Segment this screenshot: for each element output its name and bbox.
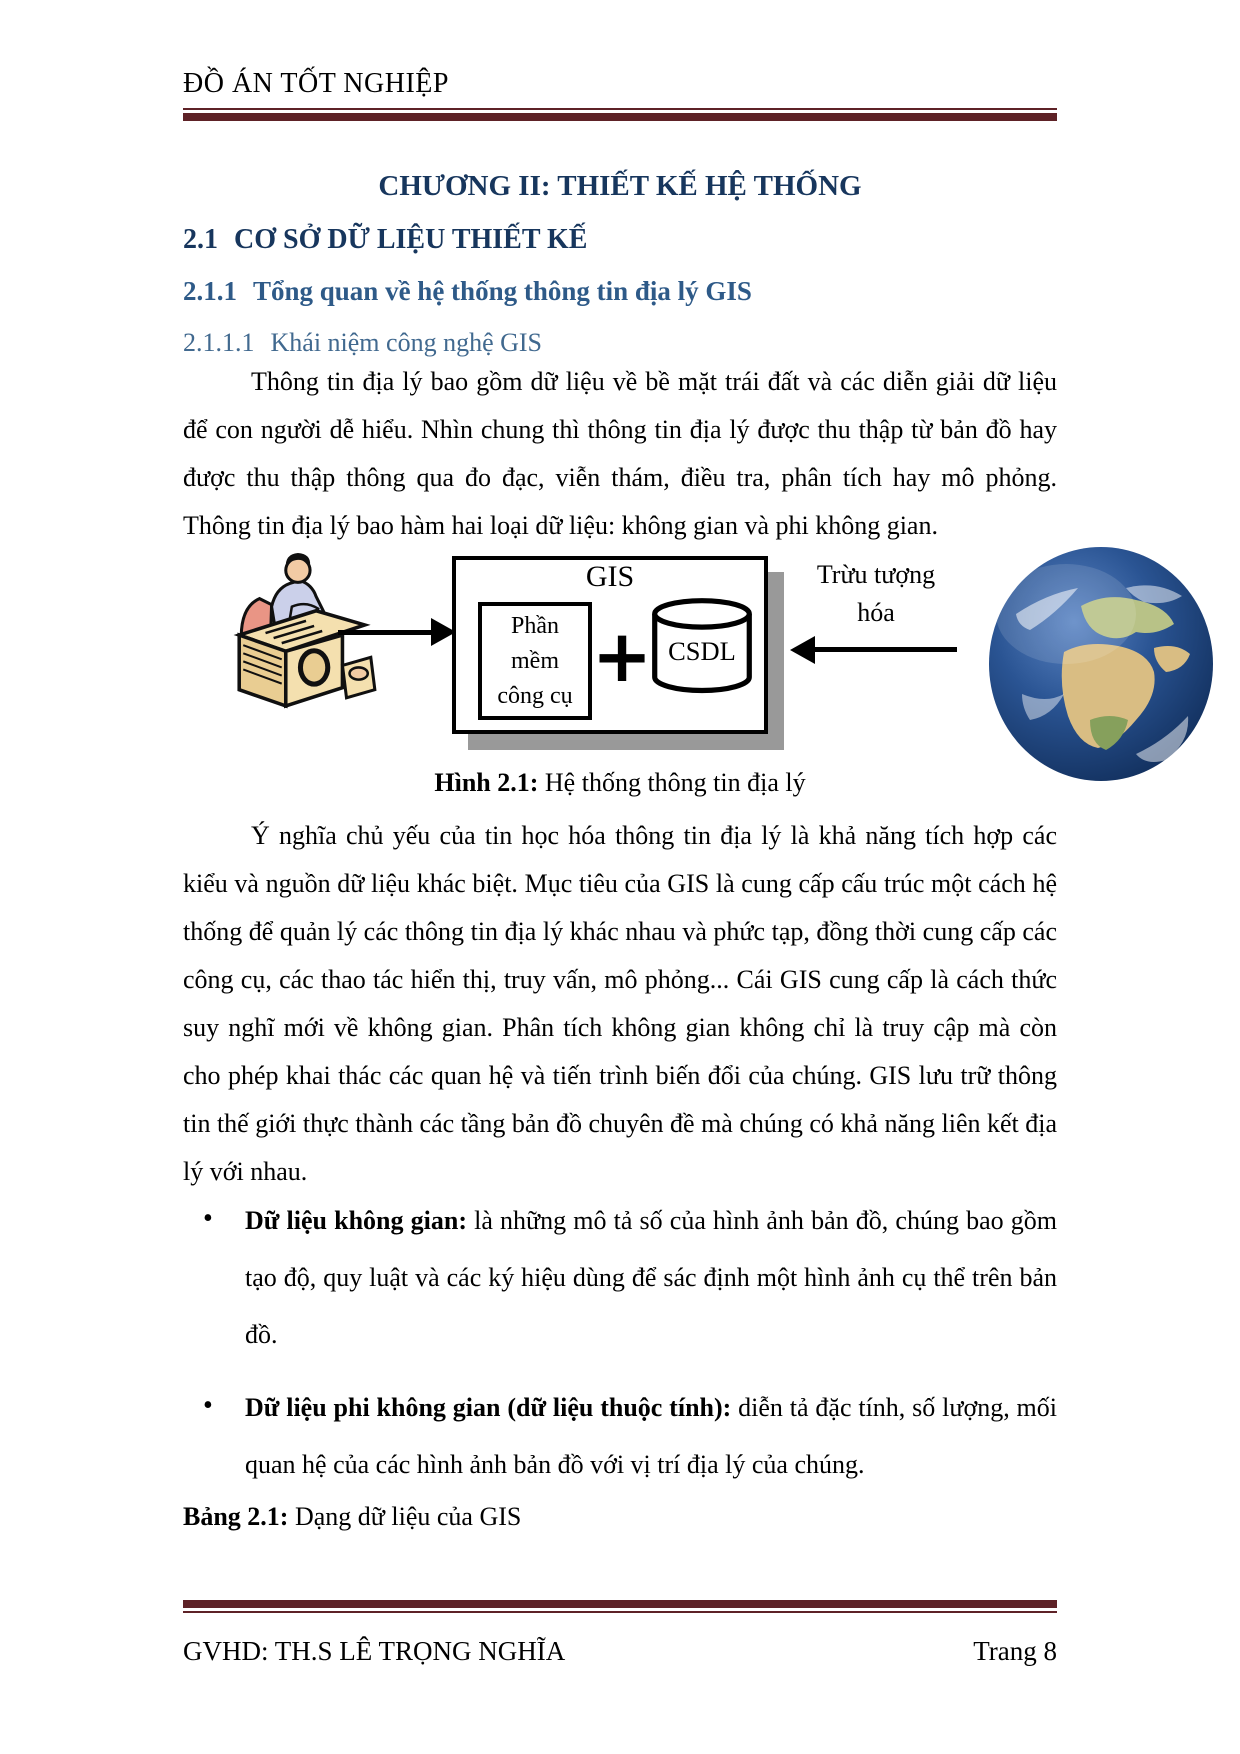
subsection-label: Tổng quan về hệ thống thông tin địa lý GIS <box>253 276 752 306</box>
paragraph-gis-intro: Thông tin địa lý bao gồm dữ liệu về bề mặt trái đất và các diễn giải dữ liệu để con người dễ hiểu. Nhìn chung thì thông tin địa lý được thu thập từ bản đồ hay được thu thập thông qua đo đạc, viễn thám, điều tra, phân tích hay mô phỏng. Thông tin địa lý bao hàm hai loại dữ liệu: không gian và phi không gian. <box>183 367 1057 540</box>
footer-rule-thick <box>183 1600 1057 1608</box>
software-line-3: công cụ <box>497 682 573 709</box>
page-footer <box>183 1636 1057 1667</box>
database-label: CSDL <box>668 636 736 667</box>
bullet-text: là những mô tả số của hình ảnh bản đồ, chúng bao gồm tạo độ, quy luật và các ký hiệu dùng để sác định một hình ảnh cụ thể trên bản đồ. <box>245 1206 1057 1349</box>
section-heading-2-1 <box>183 224 587 256</box>
abstraction-label <box>798 556 954 632</box>
footer-advisor: GVHD: TH.S LÊ TRỌNG NGHĨA <box>183 1636 566 1666</box>
subsection-heading-2-1-1 <box>183 276 752 307</box>
subsection-number: 2.1.1 <box>183 276 237 306</box>
table-caption <box>183 1502 521 1532</box>
plus-sign: + <box>591 614 653 698</box>
bullet-text: diễn tả đặc tính, số lượng, mối quan hệ của các hình ảnh bản đồ với vị trí địa lý của chúng. <box>245 1393 1058 1479</box>
arrow-earth-to-gis-line <box>815 647 957 652</box>
chapter-title: CHƯƠNG II: THIẾT KẾ HỆ THỐNG <box>378 170 862 202</box>
figure-caption-text: Hệ thống thông tin địa lý <box>538 768 806 797</box>
software-line-1: Phần <box>511 612 559 639</box>
footer-page-number: Trang 8 <box>973 1636 1057 1666</box>
subsubsection-label: Khái niệm công nghệ GIS <box>270 328 543 357</box>
bullet-bold-label: Dữ liệu phi không gian (dữ liệu thuộc tính): <box>245 1393 732 1422</box>
table-caption-number: Bảng 2.1: <box>183 1502 289 1531</box>
footer-rule-thin <box>183 1611 1057 1613</box>
header-rule-thin <box>183 108 1057 110</box>
bullet-marker: • <box>203 1390 213 1421</box>
arrow-left-icon <box>790 636 815 664</box>
software-line-2: mềm <box>511 647 559 674</box>
bullet-item-nonspatial-data <box>183 1379 1057 1493</box>
bullet-item-spatial-data <box>183 1192 1057 1363</box>
running-head: ĐỒ ÁN TỐT NGHIỆP <box>183 68 449 99</box>
paragraph-gis-meaning: Ý nghĩa chủ yếu của tin học hóa thông tin địa lý là khả năng tích hợp các kiểu và nguồn dữ liệu khác biệt. Mục tiêu của GIS là cung cấp cấu trúc một cách hệ thống để quản lý các thông tin địa lý khác nhau và phức tạp, đồng thời cung cấp các công cụ, các thao tác hiển thị, truy vấn, mô phỏng... Cái GIS cung cấp là cách thức suy nghĩ mới về không gian. Phân tích không gian không chỉ là truy cập mà còn cho phép khai thác các quan hệ và tiến trình biến đổi của chúng. GIS lưu trữ thông tin thế giới thực thành các tầng bản đồ chuyên đề mà chúng có khả năng liên kết địa lý với nhau. <box>183 821 1058 1186</box>
bullet-marker: • <box>203 1203 213 1234</box>
database-cylinder-icon <box>650 596 754 698</box>
subsubsection-heading-2-1-1-1 <box>183 328 542 358</box>
gis-box-title: GIS <box>585 560 635 593</box>
abstraction-line-1: Trừu tượng <box>816 560 936 589</box>
figure-caption <box>183 768 1057 798</box>
section-label: CƠ SỞ DỮ LIỆU THIẾT KẾ <box>234 224 588 255</box>
table-caption-text: Dạng dữ liệu của GIS <box>288 1502 522 1531</box>
arrow-user-to-gis-line <box>338 630 433 635</box>
section-number: 2.1 <box>183 224 218 255</box>
figure-caption-number: Hình 2.1: <box>434 768 539 797</box>
bullet-list <box>183 1192 1057 1509</box>
software-tools-box <box>478 602 592 720</box>
earth-globe-image <box>986 544 1216 784</box>
subsubsection-number: 2.1.1.1 <box>183 328 255 357</box>
abstraction-line-2: hóa <box>857 598 895 627</box>
bullet-bold-label: Dữ liệu không gian: <box>245 1206 467 1235</box>
gis-system-box <box>452 556 768 734</box>
header-rule-thick <box>183 113 1057 121</box>
